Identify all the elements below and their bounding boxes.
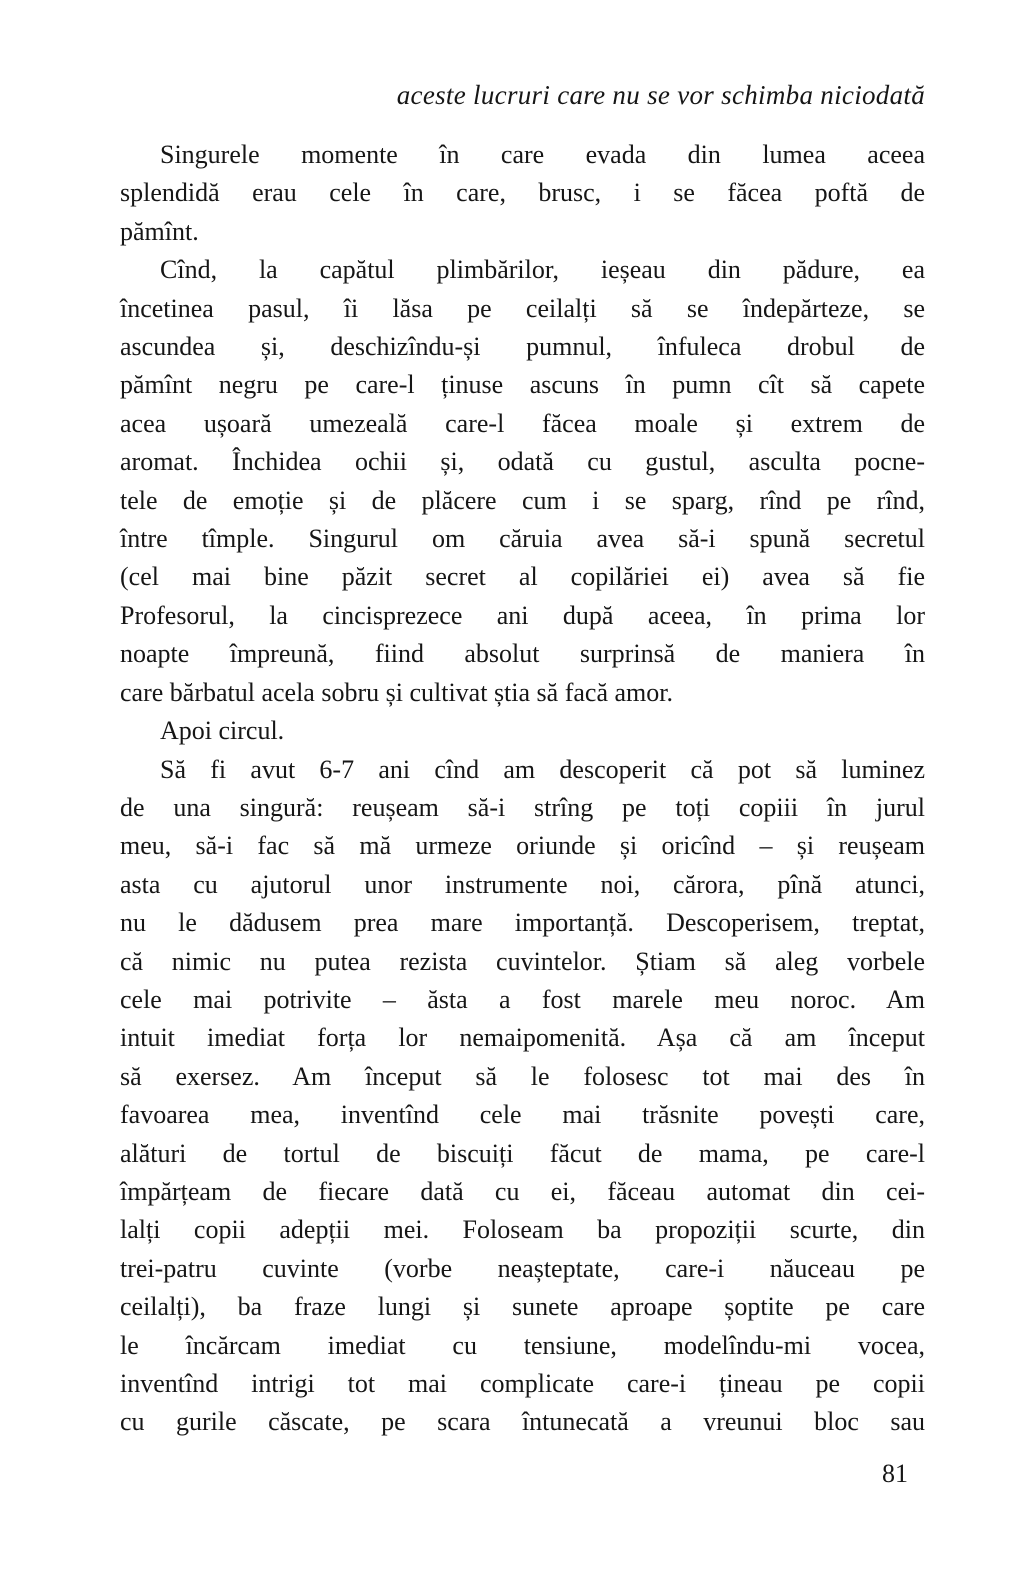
text-line: cu gurile căscate, pe scara întunecată a vreunui bloc sau	[120, 1407, 925, 1437]
text-line: pămînt.	[120, 216, 199, 246]
text-line: inventînd intrigi tot mai complicate care-i țineau pe copii	[120, 1369, 925, 1398]
text-line: cele mai potrivite – ăsta a fost marele meu noroc. Am	[120, 984, 925, 1014]
text-line: că nimic nu putea rezista cuvintelor. Știam să aleg vorbele	[120, 946, 925, 976]
text-line: splendidă erau cele în care, brusc, i se făcea poftă de	[120, 178, 925, 208]
text-line: pămînt negru pe care-l ținuse ascuns în pumn cît să capete	[120, 370, 925, 400]
text-line: Să fi avut 6-7 ani cînd am descoperit că pot să luminez	[160, 754, 925, 784]
text-line: le încărcam imediat cu tensiune, modelîndu-mi vocea,	[120, 1330, 925, 1360]
text-line: alături de tortul de biscuiți făcut de mama, pe care-l	[120, 1138, 925, 1168]
page-number: 81	[882, 1459, 908, 1488]
text-line: între tîmple. Singurul om căruia avea să-i spună secretul	[120, 524, 925, 554]
text-line: de una singură: reușeam să-i strîng pe toți copiii în jurul	[120, 792, 925, 822]
text-line: împărțeam de fiecare dată cu ei, făceau automat din cei-	[120, 1176, 925, 1206]
text-line: care bărbatul acela sobru și cultivat știa să facă amor.	[120, 677, 673, 707]
text-line: ceilalți), ba fraze lungi și sunete aproape șoptite pe care	[120, 1292, 925, 1322]
text-line: (cel mai bine păzit secret al copilăriei ei) avea să fie	[120, 562, 925, 592]
text-line: Apoi circul.	[160, 716, 285, 746]
text-line: nu le dădusem prea mare importanță. Descoperisem, treptat,	[120, 908, 925, 938]
running-header: aceste lucruri care nu se vor schimba niciodată	[396, 80, 925, 110]
text-line: lalți copii adepții mei. Foloseam ba propoziții scurte, din	[120, 1215, 925, 1245]
text-line: tele de emoție și de plăcere cum i se sparg, rînd pe rînd,	[120, 485, 925, 515]
text-line: Cînd, la capătul plimbărilor, ieșeau din pădure, ea	[160, 255, 925, 285]
text-line: încetinea pasul, îi lăsa pe ceilalți să se îndepărteze, se	[120, 293, 925, 323]
text-line: Singurele momente în care evada din lumea aceea	[160, 140, 925, 169]
text-line: să exersez. Am început să le folosesc tot mai des în	[120, 1061, 925, 1091]
text-line: favoarea mea, inventînd cele mai trăsnite povești care,	[120, 1100, 925, 1130]
text-line: meu, să-i fac să mă urmeze oriunde și oricînd – și reușeam	[120, 831, 925, 861]
text-line: trei-patru cuvinte (vorbe neașteptate, care-i năuceau pe	[120, 1253, 925, 1283]
text-line: intuit imediat forța lor nemaipomenită. Așa că am început	[120, 1023, 925, 1053]
body-text	[120, 136, 925, 1442]
text-line: ascundea și, deschizîndu-și pumnul, înfuleca drobul de	[120, 332, 925, 362]
text-line: Profesorul, la cincisprezece ani după aceea, în prima lor	[120, 600, 925, 630]
text-line: noapte împreună, fiind absolut surprinsă de maniera în	[120, 639, 925, 669]
text-line: aromat. Închidea ochii și, odată cu gustul, asculta pocne-	[120, 447, 925, 477]
text-line: asta cu ajutorul unor instrumente noi, cărora, pînă atunci,	[120, 869, 925, 899]
text-line: acea ușoară umezeală care-l făcea moale și extrem de	[120, 408, 925, 438]
